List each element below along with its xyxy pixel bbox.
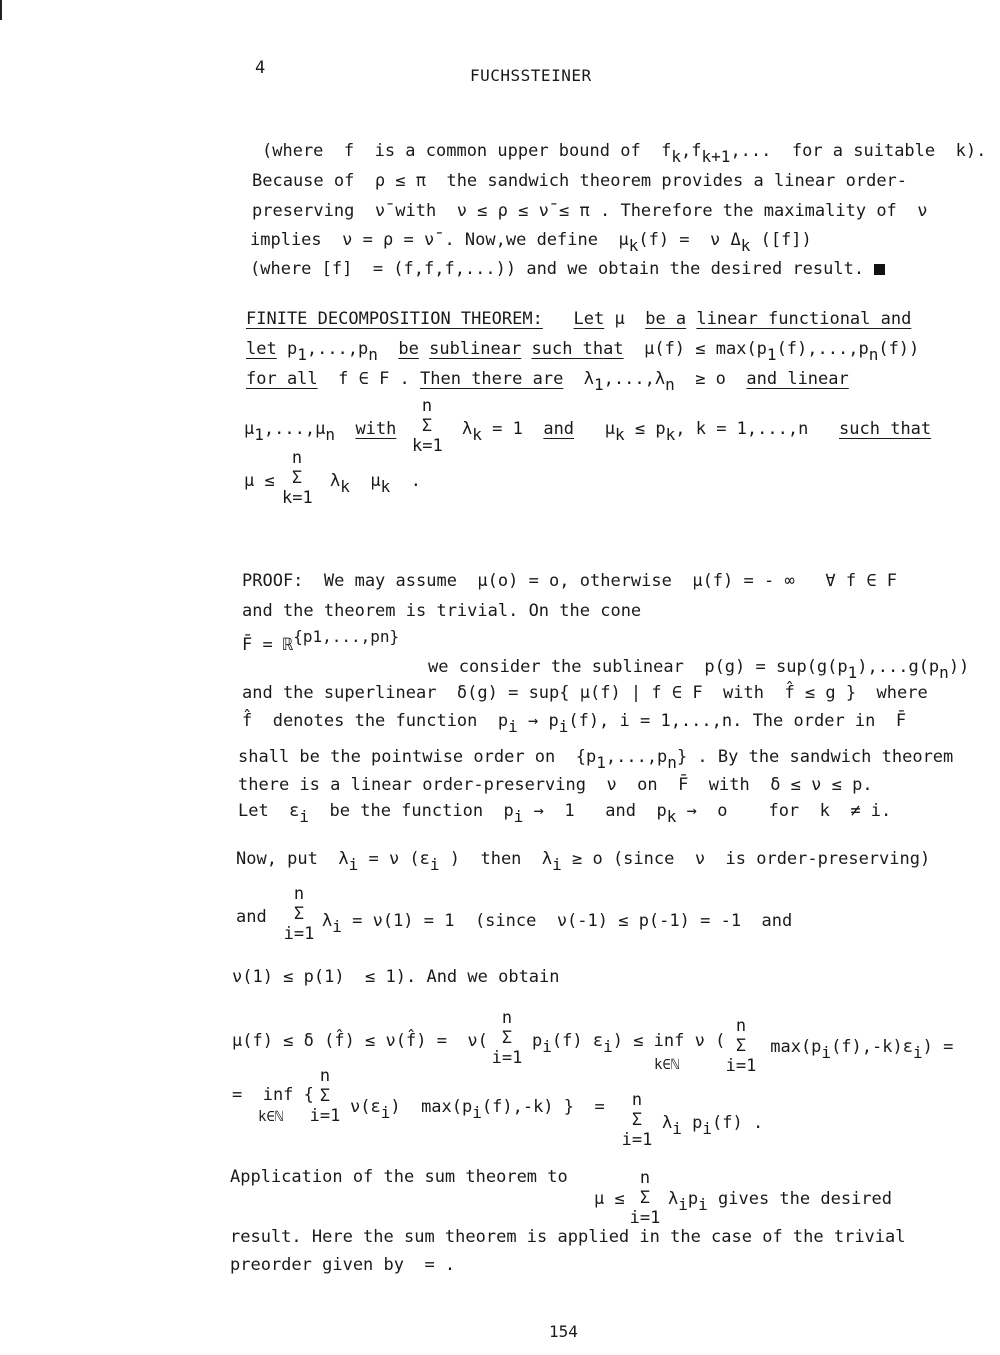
proof-line-15b: μ ≤ xyxy=(594,1189,625,1209)
theorem-title: FINITE DECOMPOSITION THEOREM: xyxy=(246,309,543,329)
page-number-bottom: 154 xyxy=(549,1322,578,1341)
scan-edge-mark xyxy=(0,0,2,20)
proof-inf-index-2: k∈ℕ xyxy=(258,1109,284,1125)
theorem-sum-2: n Σ k=1 xyxy=(282,448,313,508)
proof-line-15c: λipi gives the desired xyxy=(668,1189,893,1214)
proof-line-14a: = inf { xyxy=(232,1085,314,1105)
proof-line-2: and the theorem is trivial. On the cone xyxy=(242,601,642,621)
proof-sum-4: n Σ i=1 xyxy=(309,1066,341,1126)
theorem-line-5a: μ ≤ xyxy=(244,471,275,491)
proof-sum-1: n Σ i=1 xyxy=(283,884,315,944)
proof-line-4: we consider the sublinear p(g) = sup(g(p1),...g(pn)) xyxy=(428,657,970,682)
proof-line-9: Let εi be the function pi → 1 and pk → o for k ≠ i. xyxy=(238,801,892,826)
proof-line-14b: ν(εi) max(pi(f),-k) } = xyxy=(350,1097,605,1122)
proof-sum-3: n Σ i=1 xyxy=(725,1016,757,1076)
page-number-top: 4 xyxy=(255,58,266,78)
proof-line-13c: max(pi(f),-k)εi) = xyxy=(760,1037,954,1062)
proof-line-16: result. Here the sum theorem is applied in the case of the trivial xyxy=(230,1227,906,1247)
intro-line-5: (where [f] = (f,f,f,...)) and we obtain the desired result. xyxy=(250,258,885,280)
intro-line-1: (where f is a common upper bound of fk,fk+1,... for a suitable k). xyxy=(262,141,987,166)
proof-sum-6: n Σ i=1 xyxy=(629,1168,661,1228)
proof-line-3: F̄ = ℝ{p1,...,pn} xyxy=(242,627,400,655)
theorem-line-5b: λk μk . xyxy=(330,471,421,496)
theorem-line-1: FINITE DECOMPOSITION THEOREM: Let μ be a linear functional and xyxy=(246,309,912,329)
proof-line-1: PROOF: We may assume μ(o) = o, otherwise μ(f) = - ∞ ∀ f ∈ F xyxy=(242,571,898,591)
intro-line-4: implies ν = ρ = ν̄ . Now,we define μk(f) = ν Δk ([f]) xyxy=(250,230,812,255)
theorem-line-4b: λk = 1 and μk ≤ pk, k = 1,...,n such that xyxy=(462,419,932,444)
theorem-line-2: let p1,...,pn be sublinear such that μ(f) ≤ max(p1(f),...,pn(f)) xyxy=(246,339,920,364)
proof-line-17: preorder given by = . xyxy=(230,1255,456,1275)
qed-square xyxy=(874,264,885,275)
theorem-sum-1: n Σ k=1 xyxy=(412,396,443,456)
running-head: FUCHSSTEINER xyxy=(470,66,592,85)
proof-line-13b: pi(f) εi) ≤ inf ν ( xyxy=(532,1031,726,1056)
proof-sum-2: n Σ i=1 xyxy=(491,1008,523,1068)
intro-line-3: preserving ν̄ with ν ≤ ρ ≤ ν̄ ≤ π . Therefore the maximality of ν xyxy=(252,201,928,221)
proof-line-10: Now, put λi = ν (εi ) then λi ≥ o (since ν is order-preserving) xyxy=(236,849,931,874)
proof-line-12: ν(1) ≤ p(1) ≤ 1). And we obtain xyxy=(232,967,560,987)
proof-inf-index-1: k∈ℕ xyxy=(654,1057,680,1073)
proof-line-6: f̂ denotes the function pi → pi(f), i = 1,...,n. The order in F̄ xyxy=(242,711,907,736)
proof-line-8: there is a linear order-preserving ν on F̄ with δ ≤ ν ≤ p. xyxy=(238,775,873,795)
intro-line-2: Because of ρ ≤ π the sandwich theorem provides a linear order- xyxy=(252,171,908,191)
theorem-line-4a: μ1,...,μn with xyxy=(244,419,397,444)
proof-line-15a: Application of the sum theorem to xyxy=(230,1167,568,1187)
proof-line-11a: and xyxy=(236,907,267,927)
proof-line-7: shall be the pointwise order on {p1,...,pn} . By the sandwich theorem xyxy=(238,747,954,772)
proof-line-11b: λi = ν(1) = 1 (since ν(-1) ≤ p(-1) = -1 and xyxy=(322,911,793,936)
proof-line-13a: μ(f) ≤ δ (f̂) ≤ ν(f̂) = ν( xyxy=(232,1031,488,1051)
proof-line-14c: λi pi(f) . xyxy=(662,1113,764,1138)
proof-sum-5: n Σ i=1 xyxy=(621,1090,653,1150)
theorem-line-3: for all f ∈ F . Then there are λ1,...,λn ≥ o and linear xyxy=(246,369,849,394)
proof-line-5: and the superlinear δ(g) = sup{ μ(f) | f ∈ F with f̂ ≤ g } where xyxy=(242,683,928,703)
